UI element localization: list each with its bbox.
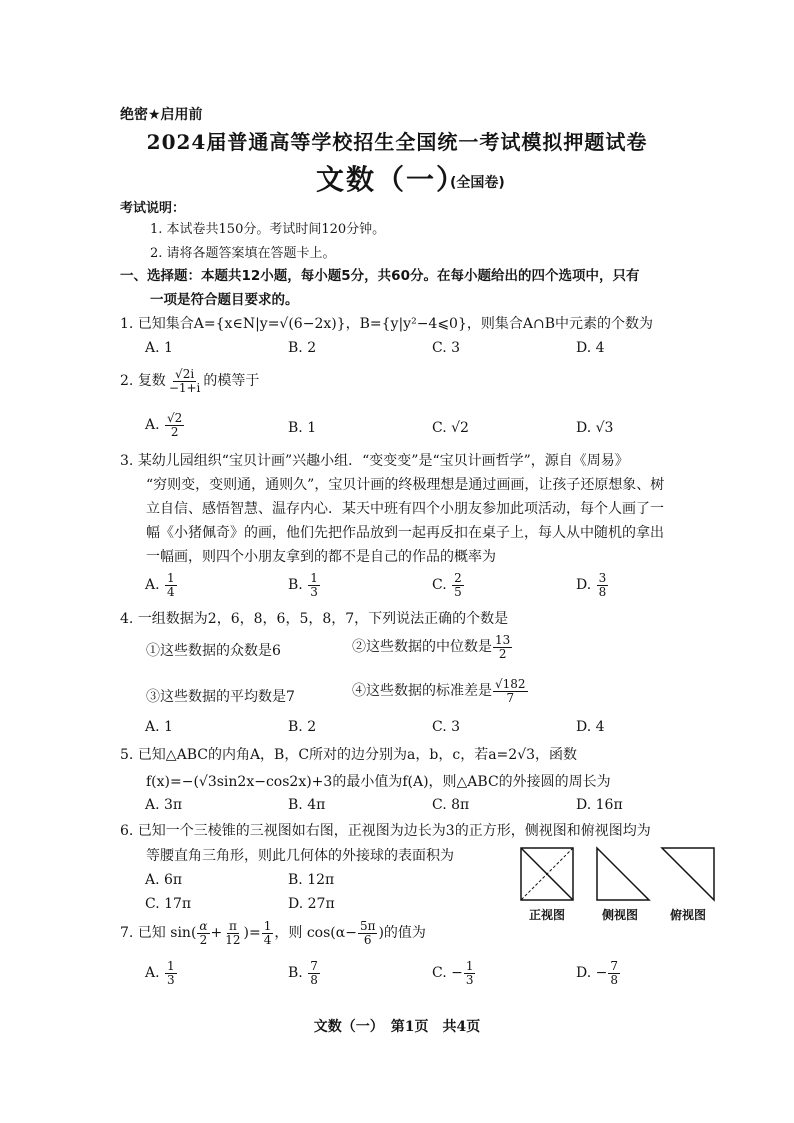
question-number: 7. <box>120 925 134 942</box>
top-view-label: 俯视图 <box>670 908 707 922</box>
q5-option-b: B. 4π <box>288 797 326 813</box>
q3-option-d: D. $\frac{3}{8}$ <box>576 571 607 599</box>
question-7: 7. 已知 sin( $\frac{\alpha}{2}$ + $\frac{\pi}{12}$ )= $\frac{1}{4}$ ，则 cos(α− $\frac{5\pi}{6}$ )的值为 <box>120 919 426 947</box>
q6-option-b: B. 12π <box>288 872 335 888</box>
question-6-line: 等腰直角三角形，则此几何体的外接球的表面积为 <box>146 848 454 864</box>
question-text: 已知一个三棱锥的三视图如右图，正视图为边长为3的正方形，侧视图和俯视图均为 <box>137 823 651 839</box>
scope-label: (全国卷) <box>450 175 505 191</box>
question-4 <box>120 606 508 632</box>
q3-option-b: B. $\frac{1}{3}$ <box>288 571 318 599</box>
top-view-triangle <box>662 848 714 900</box>
question-3 <box>120 448 629 474</box>
page-footer: 文数（一） 第1页 共4页 <box>313 1019 481 1035</box>
q4-option-d: D. 4 <box>576 719 605 735</box>
q6-option-a: A. 6π <box>145 872 183 888</box>
front-view-label: 正视图 <box>529 908 566 922</box>
instructions-heading: 考试说明： <box>120 201 186 216</box>
q1-option-a: A. 1 <box>145 340 173 356</box>
instruction-item: 2. 请将各题答案填在答题卡上。 <box>150 246 336 261</box>
front-view-square <box>521 848 573 900</box>
question-5 <box>120 742 577 768</box>
instruction-item: 1. 本试卷共150分。考试时间120分钟。 <box>150 222 386 237</box>
q5-option-a: A. 3π <box>145 797 183 813</box>
question-text: 某幼儿园组织“宝贝计画”兴趣小组．“变变变”是“宝贝计画哲学”，源自《周易》 <box>137 453 629 469</box>
q4-statement-3: ③这些数据的平均数是7 <box>146 689 295 705</box>
question-number: 5. <box>120 747 134 763</box>
q2-option-b: B. 1 <box>288 420 317 436</box>
subject-title: 文数（一） <box>316 163 467 196</box>
q2-option-c: C. √2 <box>432 420 469 436</box>
q7-option-d: D. − $\frac{7}{8}$ <box>576 959 618 987</box>
q4-statement-1: ①这些数据的众数是6 <box>146 643 281 659</box>
question-3-line: 幅《小猪佩奇》的画，他们先把作品放到一起再反扣在桌子上，每人从中随机的拿出 <box>146 525 664 541</box>
q6-option-d: D. 27π <box>288 896 335 912</box>
q2-fraction: $\frac{√2i}{-1+i}$ <box>168 367 201 395</box>
side-view-triangle <box>597 848 649 900</box>
exam-title: 2024届普通高等学校招生全国统一考试模拟押题试卷 <box>146 130 648 154</box>
question-3-line: “穷则变，变则通，通则久”，宝贝计画的终极理想是通过画画，让孩子还原想象、树 <box>146 477 665 493</box>
question-number: 3. <box>120 453 134 469</box>
q1-option-c: C. 3 <box>432 340 461 356</box>
question-text: 复数 <box>137 373 166 390</box>
q4-option-c: C. 3 <box>432 719 461 735</box>
q5-option-c: C. 8π <box>432 797 470 813</box>
side-view-label: 侧视图 <box>602 908 639 922</box>
question-1 <box>120 311 653 337</box>
section-heading-line2: 一项是符合题目要求的。 <box>150 292 299 308</box>
question-number: 1. <box>120 316 134 332</box>
q1-option-d: D. 4 <box>576 340 605 356</box>
question-text: 一组数据为2，6，8，6，5，8，7，下列说法正确的个数是 <box>137 611 509 627</box>
question-text: 已知集合A={x∈N|y=√(6−2x)}，B={y|y²−4⩽0}，则集合A∩B中元素的个数为 <box>137 316 654 332</box>
question-number: 6. <box>120 823 134 839</box>
q2-option-a: A. $\frac{√2}{2}$ <box>145 411 183 439</box>
q6-option-c: C. 17π <box>145 896 192 912</box>
section-heading-line1: 一、选择题：本题共12小题，每小题5分，共60分。在每小题给出的四个选项中，只有 <box>120 268 640 284</box>
q3-option-c: C. $\frac{2}{5}$ <box>432 571 462 599</box>
q4-statement-4: ④这些数据的标准差是 $\frac{√182}{7}$ <box>352 677 526 705</box>
question-6 <box>120 818 651 844</box>
question-3-line: 立自信、感悟智慧、温存内心．某天中班有四个小朋友参加此项活动，每个人画了一 <box>146 501 664 517</box>
confidential-label: 绝密★启用前 <box>120 107 203 123</box>
three-views-figure <box>520 846 720 902</box>
question-3-line: 一幅画，则四个小朋友拿到的都不是自己的作品的概率为 <box>146 549 496 565</box>
q7-option-c: C. − $\frac{1}{3}$ <box>432 959 474 987</box>
question-2: 2. 复数 $\frac{√2i}{-1+i}$ 的模等于 <box>120 367 260 395</box>
question-number: 4. <box>120 611 134 627</box>
question-text: 已知△ABC的内角A，B，C所对的边分别为a，b，c，若a=2√3，函数 <box>137 747 578 763</box>
q7-option-a: A. $\frac{1}{3}$ <box>145 959 175 987</box>
q4-statement-2: ②这些数据的中位数是 $\frac{13}{2}$ <box>352 633 511 661</box>
q2-option-d: D. √3 <box>576 420 614 436</box>
q4-option-a: A. 1 <box>145 719 173 735</box>
question-number: 2. <box>120 373 134 390</box>
q5-option-d: D. 16π <box>576 797 623 813</box>
question-5-line: f(x)=−(√3sin2x−cos2x)+3的最小值为f(A)，则△ABC的外接圆的周长为 <box>146 774 611 790</box>
q7-option-b: B. $\frac{7}{8}$ <box>288 959 318 987</box>
q1-option-b: B. 2 <box>288 340 317 356</box>
q3-option-a: A. $\frac{1}{4}$ <box>145 571 175 599</box>
q4-option-b: B. 2 <box>288 719 317 735</box>
